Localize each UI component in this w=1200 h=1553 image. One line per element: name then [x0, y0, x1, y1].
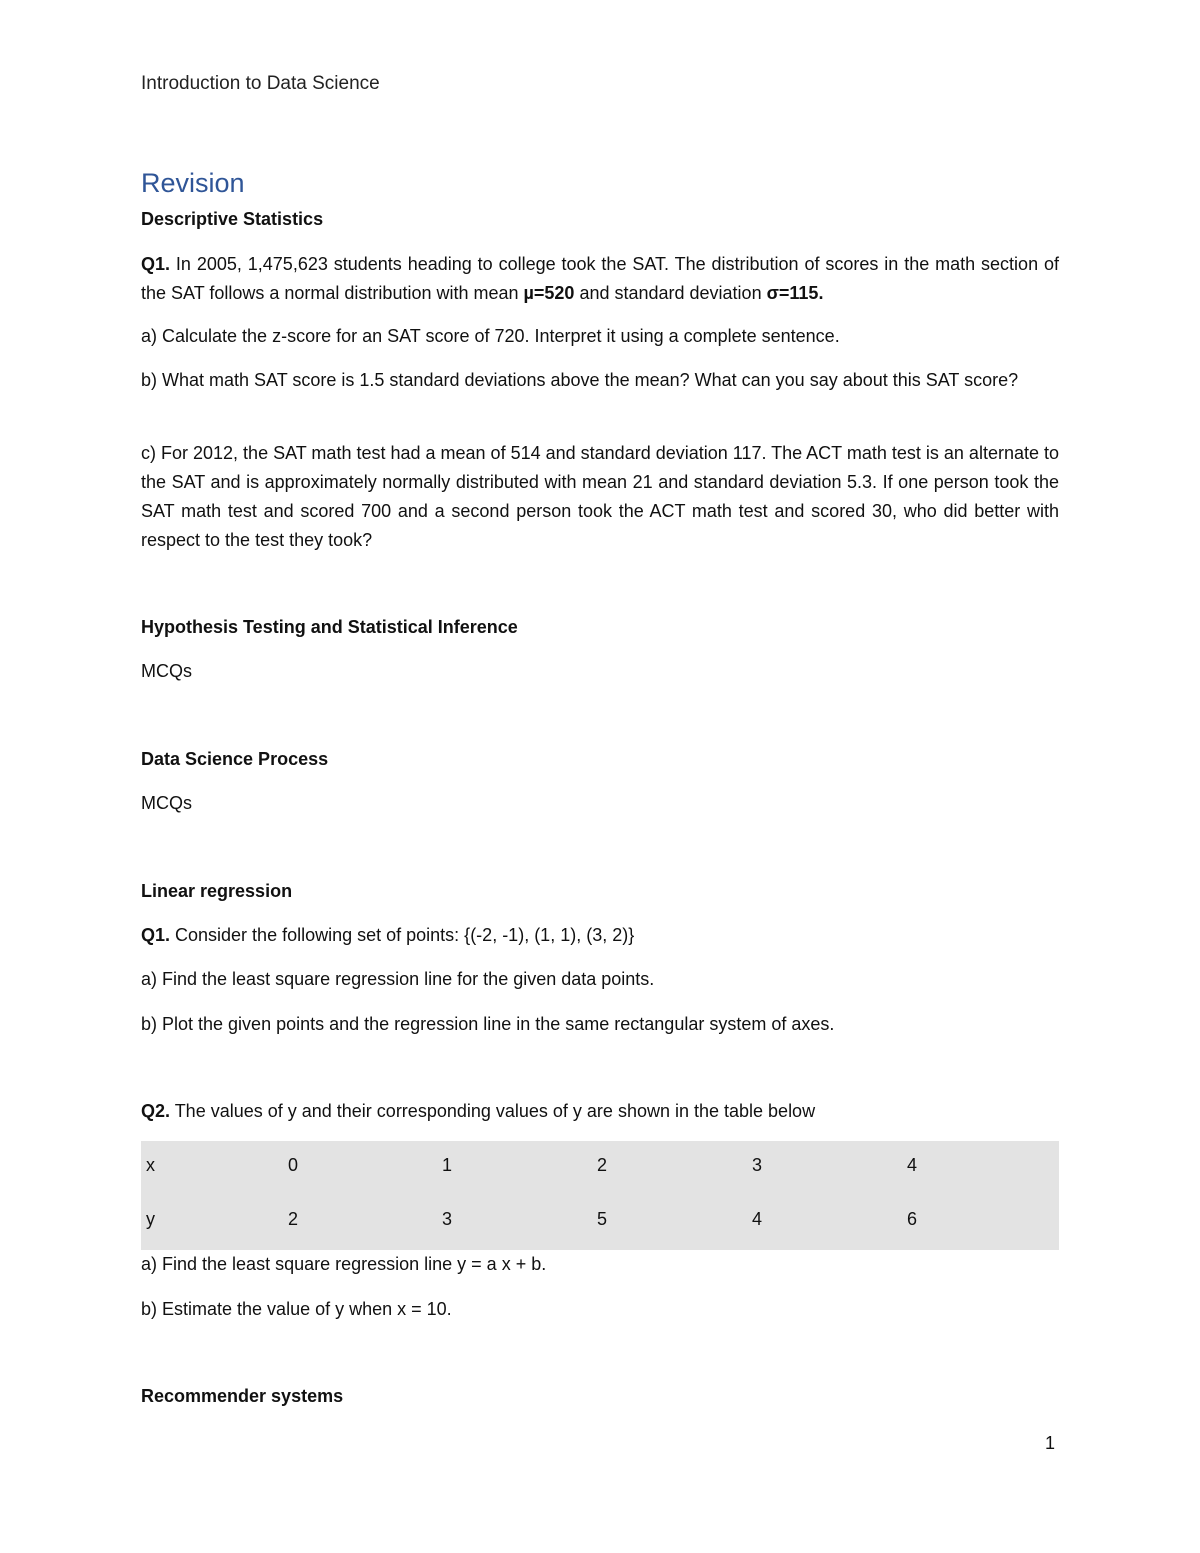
table-cell: 0 — [288, 1155, 299, 1175]
linear-q1-text: Consider the following set of points: {(-2, -1), (1, 1), (3, 2)} — [170, 925, 635, 945]
table-cell: y — [146, 1209, 155, 1229]
q1-mean: µ=520 — [523, 283, 575, 303]
table-cell: 4 — [907, 1155, 918, 1175]
page-number: 1 — [1045, 1433, 1056, 1453]
linear-q2-text: The values of y and their corresponding values of y are shown in the table below — [170, 1101, 816, 1121]
section-heading-recommender: Recommender systems — [141, 1386, 344, 1406]
linear-q1 — [141, 921, 1059, 950]
page-title: Revision — [141, 168, 245, 198]
section-heading-process: Data Science Process — [141, 749, 329, 769]
q1-mid: and standard deviation — [574, 283, 767, 303]
table-cell: 3 — [752, 1155, 763, 1175]
section-heading-hypothesis: Hypothesis Testing and Statistical Inference — [141, 617, 518, 637]
hypothesis-body: MCQs — [141, 661, 192, 681]
descriptive-q1-a: a) Calculate the z-score for an SAT score of 720. Interpret it using a complete sentence. — [141, 326, 840, 346]
xy-table — [141, 1141, 1059, 1250]
descriptive-q1-c: c) For 2012, the SAT math test had a mean of 514 and standard deviation 117. The ACT math test is an alternate to the SAT and is approximately normally distributed with mean 21 and standard deviation 5.3. If one person took the SAT math test and scored 700 and a second person took the ACT math test and scored 30, who did better with respect to the test they took? — [141, 443, 1059, 550]
descriptive-q1-b: b) What math SAT score is 1.5 standard deviations above the mean? What can you say about this SAT score? — [141, 370, 1019, 390]
linear-q2 — [141, 1097, 1059, 1126]
table-cell: 3 — [442, 1209, 453, 1229]
table-cell: 4 — [752, 1209, 763, 1229]
q1-label: Q1. — [141, 254, 171, 274]
q1-text: In 2005, 1,475,623 students heading to college took the SAT. The distribution of scores in the math section of the SAT follows a normal distribution with mean — [141, 254, 1059, 303]
table-cell: 6 — [907, 1209, 918, 1229]
table-row-x — [141, 1141, 1059, 1195]
linear-q1-b: b) Plot the given points and the regression line in the same rectangular system of axes. — [141, 1014, 835, 1034]
linear-q1-a: a) Find the least square regression line for the given data points. — [141, 969, 655, 989]
linear-q2-a: a) Find the least square regression line y = a x + b. — [141, 1254, 547, 1274]
table-cell: x — [146, 1155, 155, 1175]
descriptive-q1 — [141, 250, 1059, 308]
section-heading-linear: Linear regression — [141, 881, 293, 901]
table-cell: 5 — [597, 1209, 608, 1229]
linear-q2-b: b) Estimate the value of y when x = 10. — [141, 1299, 452, 1319]
table-cell: 2 — [597, 1155, 608, 1175]
linear-q1-label: Q1. — [141, 925, 171, 945]
table-cell: 1 — [442, 1155, 453, 1175]
process-body: MCQs — [141, 793, 192, 813]
q1-sd: σ=115. — [766, 283, 824, 303]
table-row-y — [141, 1195, 1059, 1249]
linear-q2-label: Q2. — [141, 1101, 171, 1121]
page-header: Introduction to Data Science — [141, 73, 380, 94]
section-heading-descriptive: Descriptive Statistics — [141, 209, 324, 229]
table-cell: 2 — [288, 1209, 299, 1229]
